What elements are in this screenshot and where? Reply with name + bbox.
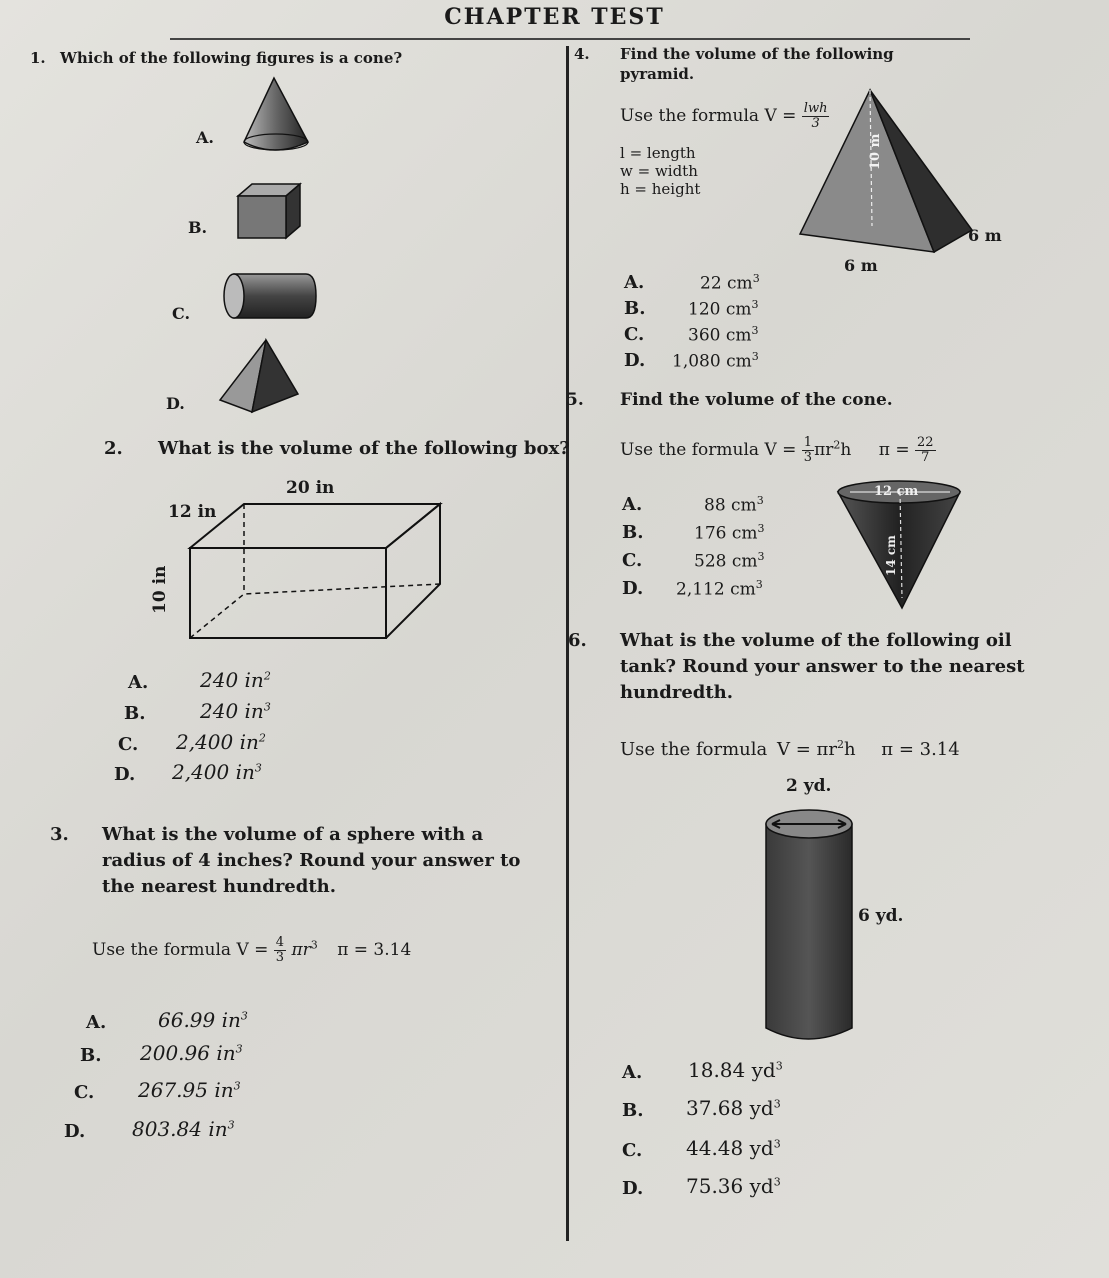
q6-cylinder-figure <box>760 800 860 1050</box>
q6-text-line2: tank? Round your answer to the nearest <box>620 656 1025 677</box>
q4-width-label: 6 m <box>968 226 1002 245</box>
q5-formula: Use the formula V = $\frac{1}{3}$ $\pi r^2h$ π = $\frac{22}{7}$ <box>620 435 934 465</box>
q6-option-d[interactable]: 75.36 $yd^3$ <box>686 1174 781 1198</box>
q5-option-b-letter[interactable]: B. <box>622 522 644 543</box>
q3-text-line3: the nearest hundredth. <box>102 876 337 897</box>
q1-text: Which of the following figures is a cone? <box>60 49 403 67</box>
q4-legend-width: w = width <box>620 162 698 180</box>
q5-option-d[interactable]: 2,112 $cm^3$ <box>676 578 763 600</box>
q4-option-d[interactable]: 1,080 $cm^3$ <box>672 350 759 372</box>
q1-option-b-letter[interactable]: B. <box>188 218 208 237</box>
q6-text-line3: hundredth. <box>620 682 734 703</box>
q1-pyramid-figure[interactable] <box>212 338 302 416</box>
q2-text: What is the volume of the following box? <box>158 438 570 459</box>
q3-number: 3. <box>50 824 69 845</box>
title-rule <box>170 38 970 40</box>
q5-option-a-letter[interactable]: A. <box>622 494 643 515</box>
q4-option-c[interactable]: 360 $cm^3$ <box>688 324 759 346</box>
page-title: CHAPTER TEST <box>444 4 665 30</box>
q6-option-d-letter[interactable]: D. <box>622 1178 644 1199</box>
q4-option-b[interactable]: 120 $cm^3$ <box>688 298 759 320</box>
q5-option-a[interactable]: 88 $cm^3$ <box>704 494 764 516</box>
q4-pyramid-figure <box>796 86 976 254</box>
q6-height-label: 6 yd. <box>858 906 904 926</box>
q2-height-label: 10 in <box>150 565 170 614</box>
q2-box-figure <box>186 500 446 646</box>
q5-option-d-letter[interactable]: D. <box>622 578 644 599</box>
q5-option-c[interactable]: 528 $cm^3$ <box>694 550 765 572</box>
q1-option-c-letter[interactable]: C. <box>172 304 191 323</box>
q3-formula: Use the formula V = $\frac{4}{3}$ $\pi r^3$ π = 3.14 <box>92 935 412 965</box>
q6-number: 6. <box>568 630 587 651</box>
q2-option-c-letter[interactable]: C. <box>118 734 139 755</box>
q5-text: Find the volume of the cone. <box>620 390 893 410</box>
q2-number: 2. <box>104 438 123 459</box>
q5-option-c-letter[interactable]: C. <box>622 550 643 571</box>
q2-option-c[interactable]: 2,400 $in^2$ <box>176 730 266 754</box>
q3-option-b-letter[interactable]: B. <box>80 1045 102 1066</box>
q2-option-b[interactable]: 240 $in^3$ <box>200 699 271 723</box>
q4-legend-length: l = length <box>620 144 696 162</box>
q2-option-a-letter[interactable]: A. <box>128 672 149 693</box>
q3-option-a[interactable]: 66.99 $in^3$ <box>158 1008 248 1032</box>
q5-height-label: 14 cm <box>884 535 898 576</box>
q5-option-b[interactable]: 176 $cm^3$ <box>694 522 765 544</box>
q4-text-line2: pyramid. <box>620 65 695 83</box>
q6-option-b[interactable]: 37.68 $yd^3$ <box>686 1096 781 1120</box>
q3-option-d-letter[interactable]: D. <box>64 1121 86 1142</box>
q6-option-a-letter[interactable]: A. <box>622 1062 643 1083</box>
q4-length-label: 6 m <box>844 256 878 275</box>
q4-legend-height: h = height <box>620 180 701 198</box>
q4-formula: Use the formula V = $\frac{\text{lwh}}{3}$ <box>620 101 828 131</box>
q2-width-label: 12 in <box>168 502 217 522</box>
q5-diameter-label: 12 cm <box>874 484 919 499</box>
q1-option-d-letter[interactable]: D. <box>166 394 185 413</box>
q4-option-b-letter[interactable]: B. <box>624 298 646 319</box>
q1-cylinder-figure[interactable] <box>222 270 318 322</box>
q6-option-a[interactable]: 18.84 $yd^3$ <box>688 1058 783 1082</box>
q4-height-label: 10 m <box>868 133 883 170</box>
q6-option-c[interactable]: 44.48 $yd^3$ <box>686 1136 781 1160</box>
q2-option-d[interactable]: 2,400 $in^3$ <box>172 760 262 784</box>
q1-cube-figure[interactable] <box>234 182 306 240</box>
q3-option-b[interactable]: 200.96 $in^3$ <box>140 1041 243 1065</box>
q4-option-d-letter[interactable]: D. <box>624 350 646 371</box>
q2-option-a[interactable]: 240 $in^2$ <box>200 668 271 692</box>
q3-option-a-letter[interactable]: A. <box>86 1012 107 1033</box>
q4-number: 4. <box>574 45 590 63</box>
q2-length-label: 20 in <box>286 478 335 498</box>
q6-diameter-label: 2 yd. <box>786 776 832 796</box>
q6-text-line1: What is the volume of the following oil <box>620 630 1012 651</box>
q6-option-b-letter[interactable]: B. <box>622 1100 644 1121</box>
q2-option-d-letter[interactable]: D. <box>114 764 136 785</box>
q3-text-line1: What is the volume of a sphere with a <box>102 824 484 845</box>
q5-number: 5. <box>566 390 584 410</box>
q3-option-d[interactable]: 803.84 $in^3$ <box>132 1117 235 1141</box>
q1-cone-figure[interactable] <box>236 76 316 152</box>
q3-option-c[interactable]: 267.95 $in^3$ <box>138 1078 241 1102</box>
q4-text-line1: Find the volume of the following <box>620 45 894 63</box>
q4-option-a-letter[interactable]: A. <box>624 272 645 293</box>
q4-option-a[interactable]: 22 $cm^3$ <box>700 272 760 294</box>
q2-option-b-letter[interactable]: B. <box>124 703 146 724</box>
q6-option-c-letter[interactable]: C. <box>622 1140 643 1161</box>
q3-option-c-letter[interactable]: C. <box>74 1082 95 1103</box>
q3-text-line2: radius of 4 inches? Round your answer to <box>102 850 521 871</box>
q4-option-c-letter[interactable]: C. <box>624 324 645 345</box>
q1-number: 1. <box>30 49 46 67</box>
q1-option-a-letter[interactable]: A. <box>196 128 214 147</box>
q6-formula: Use the formula $V = \pi r^2h$ π = 3.14 <box>620 738 960 760</box>
